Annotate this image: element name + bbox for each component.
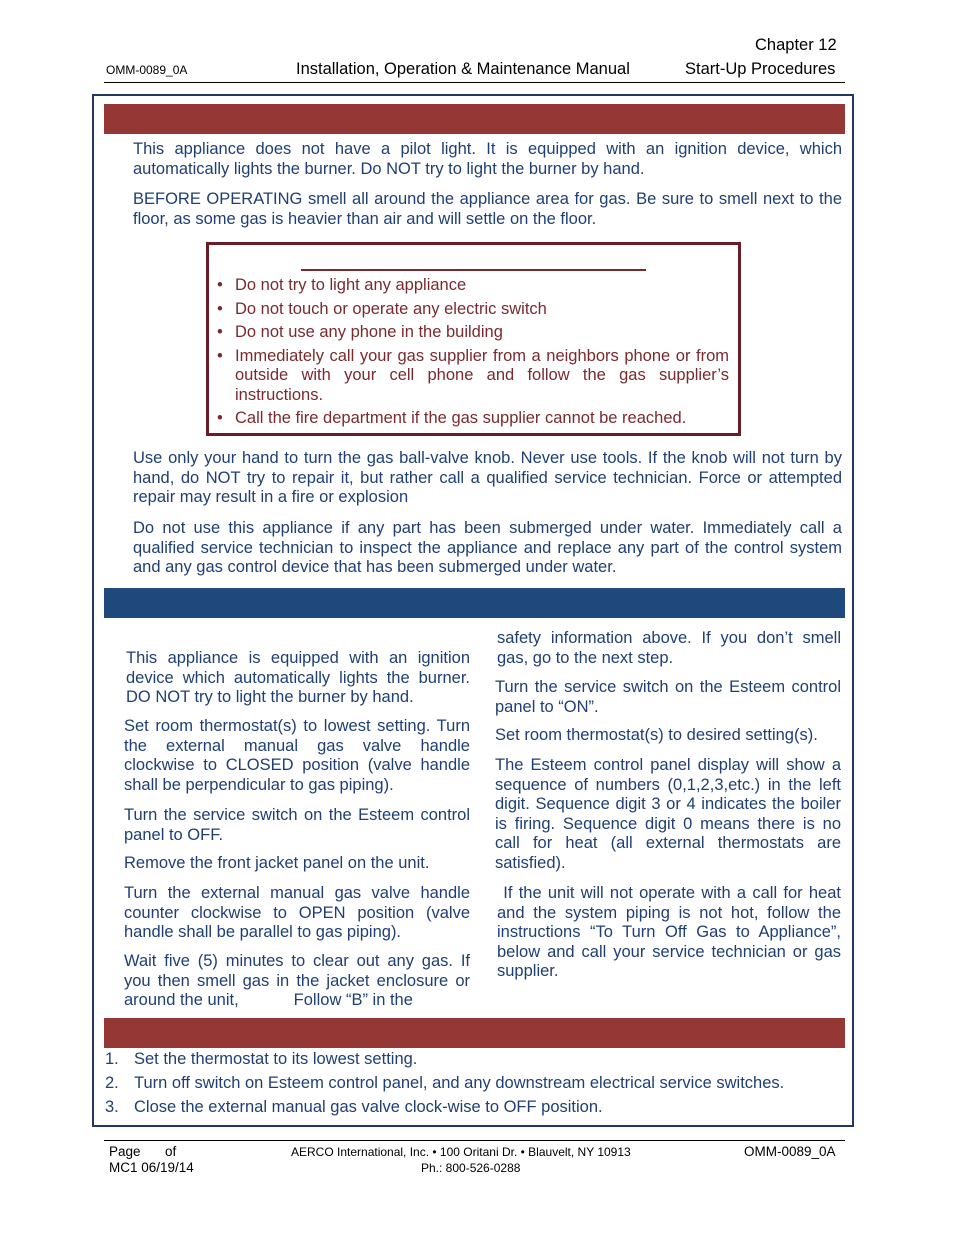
page-of-label: of bbox=[165, 1144, 177, 1159]
revision-label: MC1 06/19/14 bbox=[109, 1160, 194, 1175]
shutoff-step bbox=[105, 1071, 845, 1095]
footer-rule bbox=[104, 1140, 845, 1141]
header-doc-id: OMM-0089_0A bbox=[106, 63, 188, 77]
company-address: AERCO International, Inc. • 100 Oritani Dr. • Blauvelt, NY 10913 bbox=[291, 1145, 631, 1159]
operating-heading-bar bbox=[104, 588, 845, 618]
step-number: 1. bbox=[105, 1050, 119, 1068]
warning-item: • Do not touch or operate any electric switch bbox=[217, 299, 729, 319]
warning-item: • Do not try to light any appliance bbox=[217, 275, 729, 295]
safety-paragraph-2: BEFORE OPERATING smell all around the appliance area for gas. Be sure to smell next to the floor, as some gas is heavier than air and will settle on the floor. bbox=[133, 190, 842, 228]
manual-title: Installation, Operation & Maintenance Manual bbox=[296, 60, 630, 78]
header-rule bbox=[104, 82, 845, 83]
operating-step: The Esteem control panel display will show a sequence of numbers (0,1,2,3,etc.) in the left digit. Sequence digit 3 or 4 indicates the boiler is firing. Sequence digit 0 means there is no call for heat (all external thermostats are satisfied). bbox=[495, 756, 841, 872]
page-label: Page bbox=[109, 1144, 141, 1159]
operating-step: Set room thermostat(s) to lowest setting. Turn the external manual gas valve handle clockwise to CLOSED position (valve handle shall be perpendicular to gas piping). bbox=[124, 717, 470, 794]
step-number: 2. bbox=[105, 1074, 119, 1092]
operating-step: Remove the front jacket panel on the unit. bbox=[124, 854, 430, 872]
operating-step: If the unit will not operate with a call for heat and the system piping is not hot, follow the instructions “To Turn Off Gas to Appliance”, below and call your service technician or gas supplier. bbox=[497, 884, 846, 981]
warning-item: • Do not use any phone in the building bbox=[217, 322, 729, 342]
shutoff-step bbox=[105, 1047, 845, 1071]
step-text: Close the external manual gas valve clock-wise to OFF position. bbox=[134, 1098, 603, 1116]
warning-item: • Immediately call your gas supplier from a neighbors phone or from outside with your cell phone and follow the gas supplier’s instructions. bbox=[217, 347, 729, 406]
step-text: Turn off switch on Esteem control panel, and any downstream electrical service switches. bbox=[134, 1074, 785, 1092]
safety-paragraph-4: Do not use this appliance if any part has been submerged under water. Immediately call a qualified service technician to inspect the appliance and replace any part of the control system and any gas control device that has been submerged under water. bbox=[133, 519, 842, 577]
section-title: Start-Up Procedures bbox=[685, 60, 836, 78]
operating-step: Turn the service switch on the Esteem control panel to OFF. bbox=[124, 806, 470, 844]
operating-step: Turn the service switch on the Esteem control panel to “ON”. bbox=[495, 678, 841, 716]
safety-paragraph-3: Use only your hand to turn the gas ball-valve knob. Never use tools. If the knob will not turn by hand, do NOT try to repair it, but rather call a qualified service technician. Force or attempted repair may result in a fire or explosion bbox=[133, 449, 842, 507]
safety-paragraph-1: This appliance does not have a pilot light. It is equipped with an ignition device, which automatically lights the burner. Do NOT try to light the burner by hand. bbox=[133, 140, 842, 178]
operating-step: Set room thermostat(s) to desired setting(s). bbox=[495, 726, 818, 744]
shutoff-heading-bar bbox=[104, 1018, 845, 1048]
company-phone: Ph.: 800-526-0288 bbox=[421, 1161, 521, 1175]
chapter-label: Chapter 12 bbox=[755, 36, 837, 54]
shutoff-step bbox=[105, 1095, 845, 1119]
operating-step: This appliance is equipped with an ignition device which automatically lights the burner. DO NOT try to light the burner by hand. bbox=[126, 649, 470, 707]
warning-item: • Call the fire department if the gas supplier cannot be reached. bbox=[217, 408, 729, 428]
step-number: 3. bbox=[105, 1098, 119, 1116]
step-text: Set the thermostat to its lowest setting. bbox=[134, 1050, 418, 1068]
shutoff-steps-list bbox=[105, 1047, 845, 1119]
operating-step: Wait five (5) minutes to clear out any gas. If you then smell gas in the jacket enclosure or around the unit, Follow “B” in the bbox=[124, 952, 475, 1010]
safety-heading-bar bbox=[104, 104, 845, 134]
warning-list bbox=[217, 275, 729, 428]
operating-step: Turn the external manual gas valve handle counter clockwise to OPEN position (valve handle shall be parallel to gas piping). bbox=[124, 884, 470, 942]
operating-step: safety information above. If you don’t smell gas, go to the next step. bbox=[497, 629, 841, 667]
warning-heading-rule bbox=[301, 269, 646, 271]
footer-doc-id: OMM-0089_0A bbox=[744, 1144, 836, 1159]
